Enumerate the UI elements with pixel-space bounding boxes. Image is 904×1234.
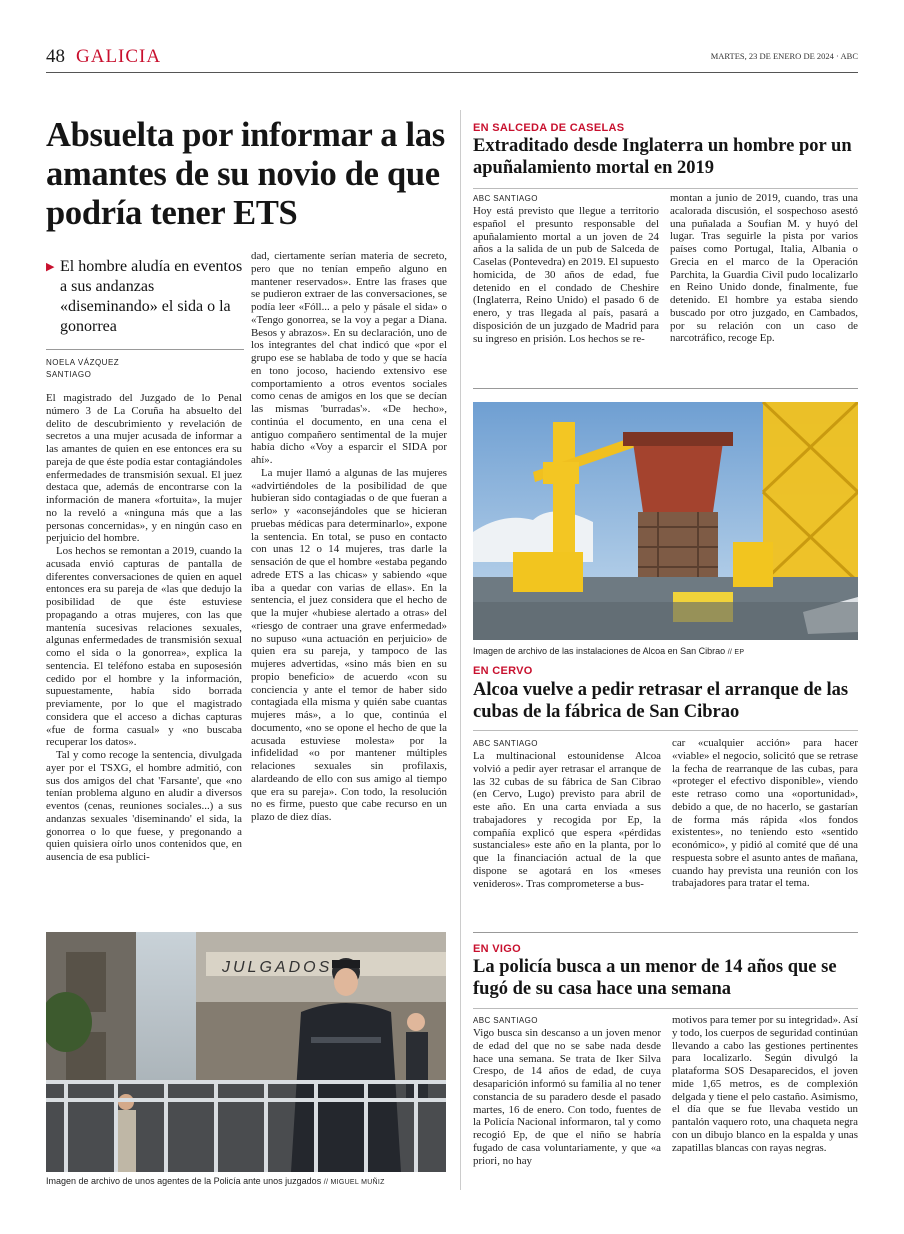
alcoa-rule xyxy=(473,730,858,731)
paragraph: montan a junio de 2019, cuando, tras una acalorada discusión, el sospechoso asestó una puñalada a Soufian M. y huyó del lugar. Tras seguirle la pista por varios países como Portugal, Italia, Albania o Grecia en el marco de la Operación Parchita, la Guardia Civil pudo localizarlo en Reino Unido donde, finalmente, fue detenido. El hombre ya estaba siendo buscado por otro juzgado, en Cambados, por su relación con un caso de narcotráfico, recoge Ep. xyxy=(670,192,858,345)
paragraph: Vigo busca sin descanso a un joven menor de edad del que no se sabe nada desde hace una semana. Se trata de Iker Silva Crespo, de 14 años de edad, de cuya desaparición informó su familia al no tener constancia de su paradero desde el pasado martes, 16 de enero. Con todo, fuentes de la Policía Nacional informaron, tal y como recogió Ep, de que el niño se habría fugado de casa voluntariamente, y que «a priori, no hay xyxy=(473,1027,661,1167)
subhead-text: El hombre aludía en eventos a sus andanzas «diseminando» el sida o la gonorrea xyxy=(60,258,243,335)
caption-text: Imagen de archivo de unos agentes de la Policía ante unos juzgados xyxy=(46,1176,322,1186)
alcoa-photo-caption xyxy=(473,646,744,656)
alcoa-photo xyxy=(473,402,858,640)
paragraph: Hoy está previsto que llegue a territorio español el presunto responsable del apuñalamiento mortal a un joven de 24 años a la salida de un pub de Salceda de Caselas (Pontevedra) en 2019. El supuesto homicida, de 30 años de edad, fue detenido en el condado de Cheshire (Inglaterra, Reino Unido) el pasado 6 de enero, y tras llegada al país, pasará a disposición de un juzgado de Madrid para su ingreso en prisión. Los hechos se re- xyxy=(473,205,659,345)
paragraph: motivos para temer por su integridad». Así y todo, los cuerpos de seguridad continúan llevando a cabo las gestiones pertinentes para localizarlo. Según divulgó la plataforma SOS Desaparecidos, el joven mide 1,65 metros, es de complexión delgada y tiene el pelo castaño. Asimismo, el día que se fue llevaba vestido un pantalón vaquero roto, una chaqueta negra con un dibujo blanco en la espalda y unas zapatillas blancas con rayas negras. xyxy=(672,1014,859,1154)
section-name: GALICIA xyxy=(76,46,162,67)
byline-place: SANTIAGO xyxy=(46,370,92,379)
vigo-kicker: EN VIGO xyxy=(473,943,521,955)
extradition-kicker: EN SALCEDA DE CASELAS xyxy=(473,122,625,134)
article-separator xyxy=(473,932,858,933)
main-subhead xyxy=(46,257,246,337)
byline-name: NOELA VÁZQUEZ xyxy=(46,358,120,367)
paragraph: dad, ciertamente serían materia de secreto, pero que no tenían empeño alguno en mantener reservados». Entre las frases que se pudieron extraer de las conversaciones, se podía leer «Fóll... a pelo y pásale el sida» o «Tengo gonorrea, se la voy a pegar a Diana. Besos y abrazos». En su declaración, uno de los integrantes del chat indicó que «por el grupo ese se hablaba de todo y que se hacía en tono jocoso, haciendo extensivo ese comportamiento a otros eventos sociales como cenas de amigos en los que se decían las mismas 'burradas'». «De hecho», continúa el documento, en una cena el antiguo compañero sentimental de la mujer había dicho «Voy a esparcir el SIDA por ahí». xyxy=(251,250,447,466)
vigo-title: La policía busca a un menor de 14 años que se fugó de su casa hace una semana xyxy=(473,957,837,999)
alcoa-byline: ABC SANTIAGO xyxy=(473,739,538,748)
alcoa-kicker: EN CERVO xyxy=(473,665,533,677)
article-separator xyxy=(473,388,858,389)
extradition-byline: ABC SANTIAGO xyxy=(473,194,538,203)
police-photo xyxy=(46,932,446,1172)
alcoa-column-1 xyxy=(473,750,661,890)
paragraph: El magistrado del Juzgado de lo Penal número 3 de La Coruña ha absuelto del delito de descubrimiento y revelación de secretos a una mujer acusada de informar a las amantes de quien en ese entonces era su pareja de que éste podía estar contagiándoles enfermedades de transmisión sexual. El juez destaca que, además de encontrarse con la información de manera «fortuita», la mujer no la reveló a «ninguna más que a las personas concernidas», y en ningún caso en perjuicio del hombre. xyxy=(46,392,242,545)
byline-rule xyxy=(46,349,244,350)
page-header xyxy=(46,46,858,68)
paragraph: Los hechos se remontan a 2019, cuando la acusada envió capturas de pantalla de diferentes conversaciones de quien en aquel entonces era su pareja de «las que dedujo la posibilidad de que éste estuviese propagando a otras mujeres, con las que mantenía sucesivas relaciones sexuales, algunas enfermedades de transmisión sexual como el sida o la gonorrea», explica la sentencia. El teléfono estaba en suposesión cedido por el hombre y la información, supuestamente, había sido borrada previamente, por lo que el magistrado considera que el acceso a dichas capturas «fue de forma casual» y «no buscaba recuperar los datos». xyxy=(46,545,242,749)
vigo-column-2 xyxy=(672,1014,858,1154)
vigo-column-1 xyxy=(473,1027,661,1167)
vigo-rule xyxy=(473,1008,858,1009)
header-rule xyxy=(46,72,858,73)
extradition-rule xyxy=(473,188,858,189)
alcoa-title: Alcoa vuelve a pedir retrasar el arranque de las cubas de la fábrica de San Cibrao xyxy=(473,680,849,722)
paragraph: Tal y como recoge la sentencia, divulgada ayer por el TSXG, el hombre admitió, con sus dos amigos del chat 'Farsante', que «no tenían problema alguno en aludir a diversos eventos (cenas, reuniones sociales...) a sus andanzas sexuales 'diseminando' el sida, la gonorrea o lo que fuese, y pregonando a quien quisiera oírlo unos contenidos que, en ausencia de esa publici- xyxy=(46,749,242,863)
paragraph: La mujer llamó a algunas de las mujeres «advirtiéndoles de la posibilidad de que hubieran sido contagiadas o de que fueran a serlo» y «aconsejándoles que se hicieran pruebas médicas para determinarlo», expone la sentencia. En total, se puso en contacto con unas 12 o 14 mujeres, tras darle la sensación de que el hombre «estaba pegando adrede ETS a las chicas» y sabiendo «que iba a quedar con varias de ellas». En la sentencia, el juez considera que el hecho de que la mujer «hubiese alertado a otras» del «riesgo de contraer una grave enfermedad» no supuso «una actuación en perjuicio» de quien era su pareja, y tampoco de las mujeres advertidas, «sino más bien en su propio beneficio» de acuerdo «con su conciencia y ante el temor de haber sido contagiada ella misma y quién sabe cuantas mujeres más», a lo que, continúa el documento, «no se opone el hecho de que la acusada estuviese molesta» por la infidelidad «o por mantener múltiples relaciones sexuales sin profilaxis, alardeando de ello con sus amigo al tiempo que era su pareja». Con todo, la resolución no es firme, puesto que cabe recurso en un plazo de diez días. xyxy=(251,466,447,823)
extradition-title: Extraditado desde Inglaterra un hombre por un apuñalamiento mortal en 2019 xyxy=(473,136,852,178)
paragraph: car «cualquier acción» para hacer «viable» el negocio, solicitó que se retrase la fecha de rearranque de las cubas, para «proteger el efectivo disponible», viendo este retraso como una «oportunidad», debido a que, de no hacerlo, se gastarían de forma más rápida «los fondos existentes», no teniendo esto «sentido económico», y pidió al comité que dé una respuesta sobre el asunto antes de mañana, cuando hay prevista una reunión con los trabajadores para tratar el tema. xyxy=(672,737,858,890)
photo-sign-text: JULGADOS xyxy=(222,959,333,976)
main-headline: Absuelta por informar a las amantes de su novio de que podría tener ETS xyxy=(46,116,445,232)
police-photo-caption xyxy=(46,1176,385,1186)
photo-credit: // MIGUEL MUÑIZ xyxy=(323,1179,385,1186)
photo-credit: // EP xyxy=(727,649,745,656)
caption-text: Imagen de archivo de las instalaciones de Alcoa en San Cibrao xyxy=(473,646,726,656)
police-photo-illustration xyxy=(46,932,446,1172)
main-article-column-2 xyxy=(251,250,447,824)
alcoa-photo-illustration xyxy=(473,402,858,640)
page-number: 48 xyxy=(46,46,65,67)
main-article-column-1 xyxy=(46,392,242,864)
alcoa-column-2 xyxy=(672,737,858,890)
extradition-column-2 xyxy=(670,192,858,345)
main-byline xyxy=(46,357,119,381)
triangle-bullet-icon: ▶ xyxy=(46,261,55,273)
vigo-byline: ABC SANTIAGO xyxy=(473,1016,538,1025)
extradition-column-1 xyxy=(473,205,659,345)
column-divider xyxy=(460,110,461,1190)
paragraph: La multinacional estounidense Alcoa volvió a pedir ayer retrasar el arranque de las 32 cubas de su fábrica de San Cibrao (en Cervo, Lugo) previsto para abril de este año. En una carta enviada a sus trabajadores y recogida por Ep, la compañía explicó que espera «pérdidas sustanciales» este año en la planta, por lo que la financiación actual de la que dispone se agotará en los «meses venideros». Tras comprometerse a bus- xyxy=(473,750,661,890)
dateline: MARTES, 23 DE ENERO DE 2024 · ABC xyxy=(710,51,858,61)
